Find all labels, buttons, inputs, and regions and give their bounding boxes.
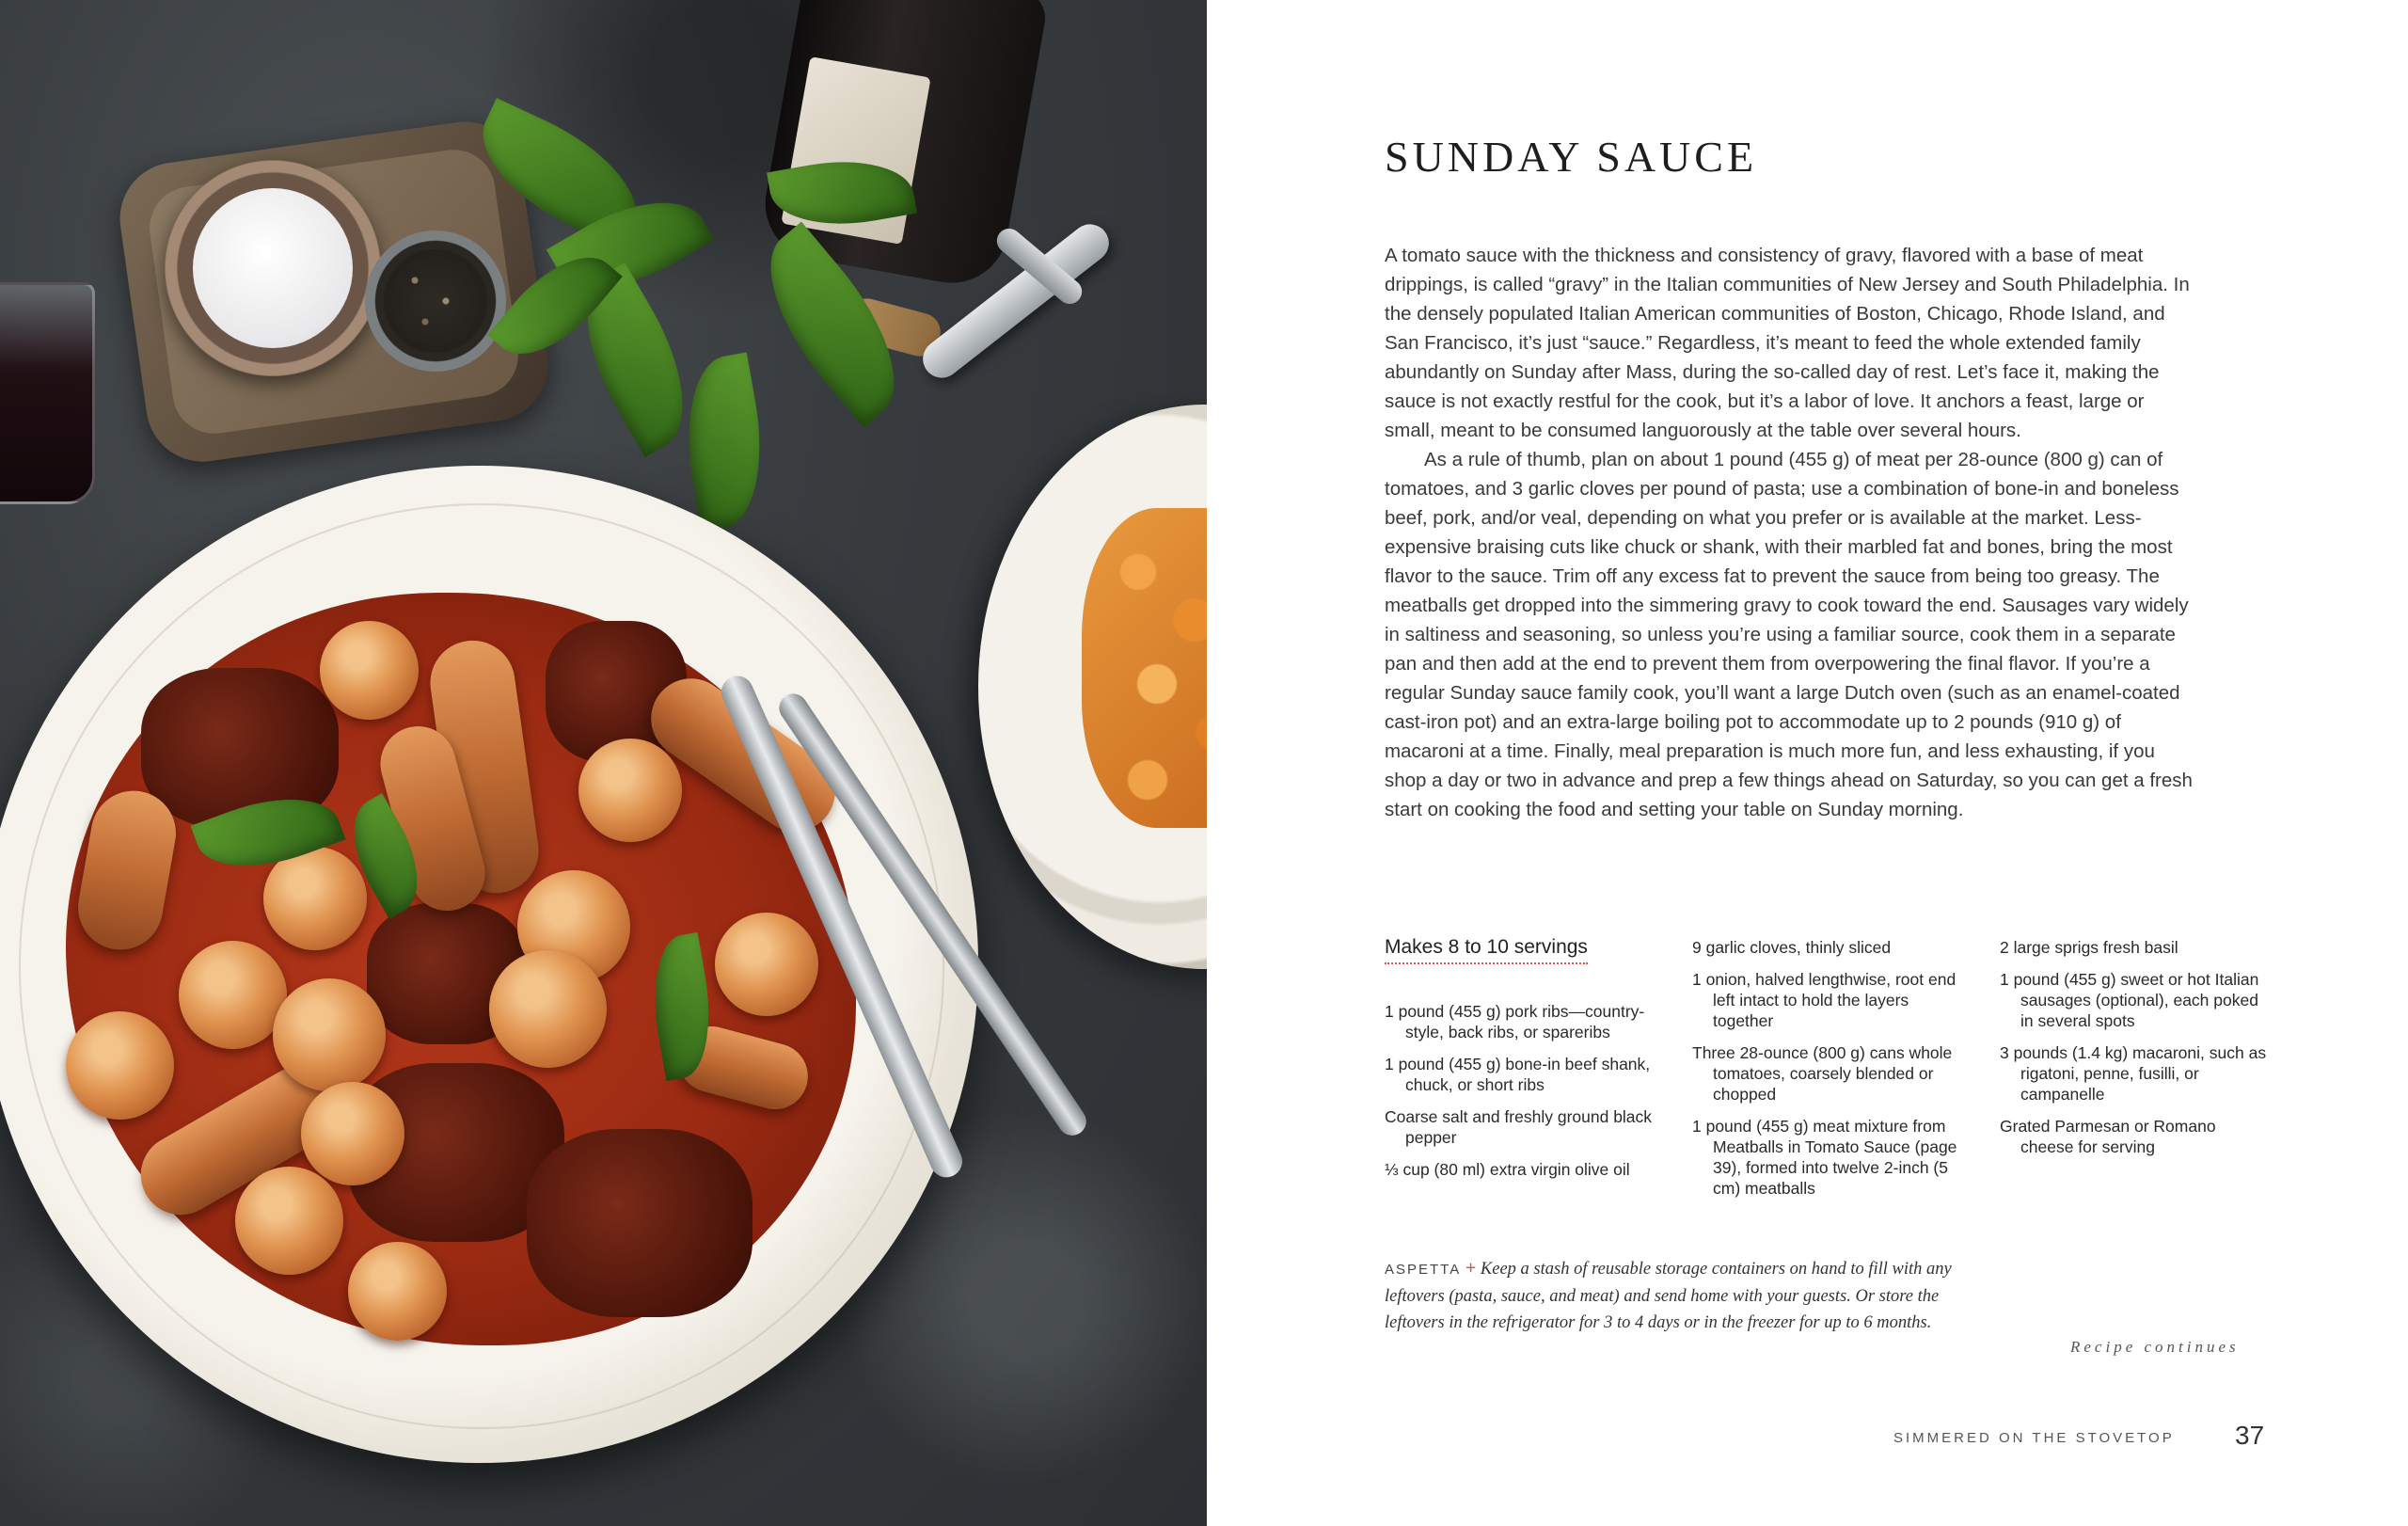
tip-label: ASPETTA (1385, 1262, 1462, 1278)
ingredient-item: 1 pound (455 g) sweet or hot Italian sausages (optional), each poked in several spots (2000, 970, 2259, 1030)
meatball (263, 847, 367, 950)
recipe-yield: Makes 8 to 10 servings (1385, 936, 1588, 964)
aspetta-tip (1385, 1255, 1968, 1336)
ingredient-item: Three 28-ounce (800 g) cans whole tomatoes, coarsely blended or chopped (1692, 1043, 1953, 1104)
ingredient-item: 3 pounds (1.4 kg) macaroni, such as rigatoni, penne, fusilli, or campanelle (2000, 1043, 2267, 1104)
ingredient-item: 1 pound (455 g) pork ribs—country-style, back ribs, or spareribs (1385, 1002, 1645, 1041)
meatball (273, 978, 386, 1091)
ingredient-item: 1 onion, halved lengthwise, root end left intact to hold the layers together (1692, 970, 1956, 1030)
intro-paragraph: A tomato sauce with the thickness and consistency of gravy, flavored with a base of meat drippings, is called “gravy” in the Italian communities of New Jersey and South Philadelphia. In the densely populated Italian American communities of Boston, Chicago, Rhode Island, and San Francisco, it’s just “sauce.” Regardless, it’s meant to feed the whole extended family abundantly on Sunday after Mass, during the so-called day of rest. Let’s face it, making the sauce is not exactly restful for the cook, but it’s a labor of love. It anchors a feast, large or small, meant to be consumed languorously at the table over several hours. (1385, 245, 2190, 441)
meatball (489, 950, 607, 1068)
braised-meat (527, 1129, 752, 1317)
ingredient-list-col2 (1692, 937, 1965, 1210)
meatball (320, 621, 419, 720)
recipe-intro (1385, 241, 2194, 824)
running-footer: SIMMERED ON THE STOVETOP (1893, 1430, 2175, 1446)
intro-paragraph: As a rule of thumb, plan on about 1 pound (455 g) of meat per 28-ounce (800 g) can of tomatoes, and 3 garlic cloves per pound of pasta; use a combination of bone-in and boneless beef, pork, and/or veal, depending on what you prefer or is available at the market. Less-expensive braising cuts like chuck or shank, with their marbled fat and bones, bring the most flavor to the sauce. Trim off any excess fat to prevent the sauce from being too greasy. The meatballs get dropped into the simmering gravy to cook toward the end. Sausages vary widely in saltiness and seasoning, so unless you’re using a familiar source, cook them in a separate pan and then add at the end to prevent them from overpowering the final flavor. If you’re a regular Sunday sauce family cook, you’ll want a large Dutch oven (such as an enamel-coated cast-iron pot) and an extra-large boiling pot to accommodate up to 2 pounds (910 g) of macaroni at a time. Finally, meal preparation is much more fun, and less exhausting, if you shop a day or two in advance and prep a few things ahead on Saturday, so you can get a fresh start on cooking the food and setting your table on Sunday morning. (1385, 449, 2193, 820)
wine-glass (0, 282, 95, 504)
meatball (301, 1082, 404, 1185)
recipe-continues: Recipe continues (2070, 1338, 2240, 1356)
ingredient-item: 1 pound (455 g) meat mixture from Meatballs in Tomato Sauce (page 39), formed into twelve 2-inch (5 cm) meatballs (1692, 1117, 1957, 1198)
ingredient-item: Grated Parmesan or Romano cheese for serving (2000, 1117, 2216, 1156)
ingredient-item: 9 garlic cloves, thinly sliced (1692, 938, 1892, 957)
pasta (1082, 508, 1207, 828)
ingredient-list-col1 (1385, 1001, 1657, 1191)
meatball (578, 739, 682, 842)
meatball (348, 1242, 447, 1341)
meatball (66, 1011, 174, 1120)
plus-icon: + (1465, 1258, 1477, 1279)
page-number: 37 (2235, 1421, 2265, 1450)
meatball (179, 941, 287, 1049)
ingredient-item: 2 large sprigs fresh basil (2000, 938, 2178, 957)
ingredient-item: ⅓ cup (80 ml) extra virgin olive oil (1385, 1160, 1630, 1179)
salt (193, 188, 353, 348)
recipe-title: SUNDAY SAUCE (1385, 133, 1758, 181)
ingredient-item: 1 pound (455 g) bone-in beef shank, chuck, or short ribs (1385, 1055, 1651, 1094)
tip-text: Keep a stash of reusable storage containers on hand to fill with any leftovers (pasta, sauce, and meat) and send home with your guests. Or store the leftovers in the refrigerator for 3 to 4 days or in the freezer for up to 6 months. (1385, 1260, 1952, 1332)
meatball (715, 913, 818, 1016)
recipe-page (1207, 0, 2408, 1526)
ingredient-list-col3 (2000, 937, 2273, 1168)
ingredient-item: Coarse salt and freshly ground black pepper (1385, 1107, 1653, 1147)
meatball (235, 1167, 343, 1275)
pepper (384, 249, 487, 353)
